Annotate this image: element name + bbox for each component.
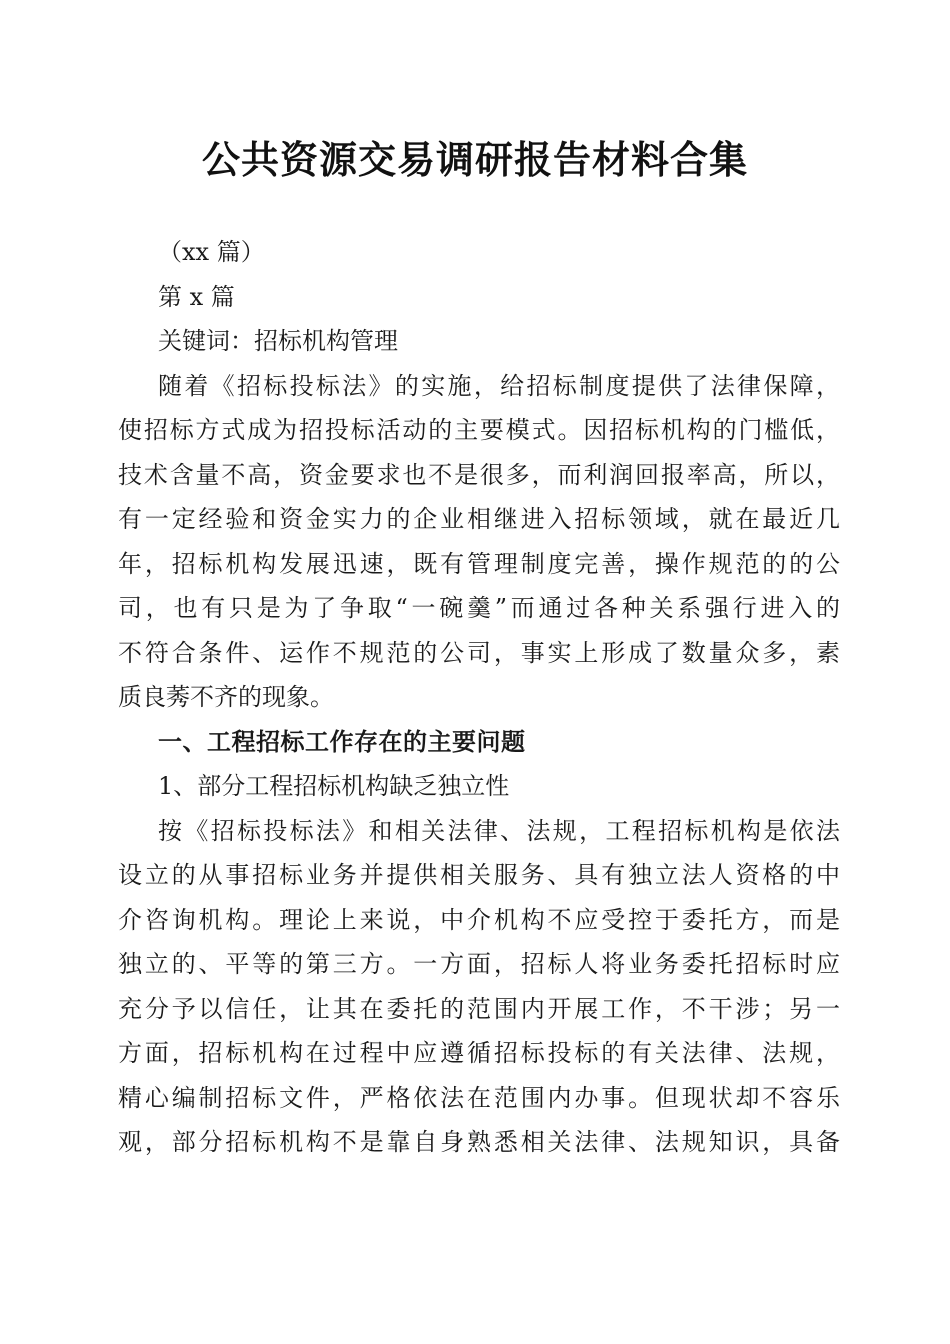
keywords-line: 关键词：招标机构管理 xyxy=(158,327,398,355)
paragraph-line: 技术含量不高，资金要求也不是很多，而利润回报率高，所以， xyxy=(118,460,840,489)
paragraph-line: 方面，招标机构在过程中应遵循招标投标的有关法律、法规， xyxy=(118,1039,840,1067)
document-body xyxy=(118,230,840,1165)
paragraph-line: 质良莠不齐的现象。 xyxy=(118,683,334,711)
intro-paragraph xyxy=(118,364,840,720)
paragraph-line: 司，也有只是为了争取“一碗羹”而通过各种关系强行进入的 xyxy=(118,594,840,622)
chapter-label: 第 x 篇 xyxy=(158,282,235,311)
body-paragraph xyxy=(118,809,840,1165)
paragraph-line: 使招标方式成为招投标活动的主要模式。因招标机构的门槛低， xyxy=(118,416,840,444)
paragraph-line: 按《招标投标法》和相关法律、法规，工程招标机构是依法 xyxy=(158,816,840,845)
paragraph-line: 随着《招标投标法》的实施，给招标制度提供了法律保障， xyxy=(158,371,840,400)
subsection-heading: 1、部分工程招标机构缺乏独立性 xyxy=(158,772,510,800)
volume-note: （xx 篇） xyxy=(158,238,265,266)
paragraph-line: 不符合条件、运作不规范的公司，事实上形成了数量众多，素 xyxy=(118,638,840,667)
paragraph-line: 精心编制招标文件，严格依法在范围内办事。但现状却不容乐 xyxy=(118,1083,840,1112)
paragraph-line: 有一定经验和资金实力的企业相继进入招标领域，就在最近几 xyxy=(118,505,840,533)
paragraph-line: 独立的、平等的第三方。一方面，招标人将业务委托招标时应 xyxy=(118,950,840,978)
paragraph-line: 设立的从事招标业务并提供相关服务、具有独立法人资格的中 xyxy=(118,861,840,889)
section-heading: 一、工程招标工作存在的主要问题 xyxy=(158,727,526,756)
paragraph-line: 年，招标机构发展迅速，既有管理制度完善，操作规范的的公 xyxy=(118,549,840,578)
paragraph-line: 充分予以信任，让其在委托的范围内开展工作，不干涉；另一 xyxy=(118,994,840,1023)
document-title: 公共资源交易调研报告材料合集 xyxy=(201,137,748,182)
paragraph-line: 观，部分招标机构不是靠自身熟悉相关法律、法规知识，具备 xyxy=(118,1128,840,1156)
paragraph-line: 介咨询机构。理论上来说，中介机构不应受控于委托方，而是 xyxy=(118,905,840,934)
